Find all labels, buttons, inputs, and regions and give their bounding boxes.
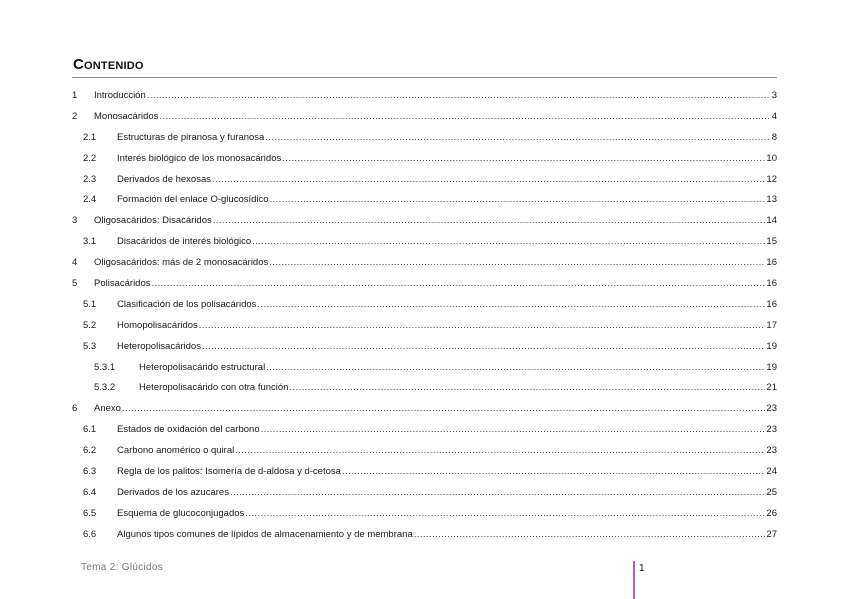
toc-entry-page: 4: [771, 110, 777, 122]
toc-entry-number: 5.2: [83, 319, 97, 331]
toc-dot-leader: [202, 337, 765, 358]
toc-entry-text: Polisacáridos: [94, 278, 151, 290]
toc-entry[interactable]: [72, 232, 777, 253]
toc-entry-text: Formación del enlace O-glucosídico: [117, 194, 269, 206]
toc-entry-number: 6.1: [83, 424, 97, 436]
toc-entry-page: 16: [766, 278, 777, 290]
toc-entry-text: Oligosacáridos: más de 2 monosacáridos: [94, 257, 269, 269]
toc-entry-text: Heteropolisacáridos: [117, 340, 201, 352]
toc-entry-number: 2.4: [83, 194, 97, 206]
toc-entry-number: 2.2: [83, 152, 97, 164]
toc-entry-number: 4: [72, 257, 78, 269]
toc-entry-number: 5.3.2: [94, 382, 116, 394]
toc-dot-leader: [282, 149, 765, 170]
toc-entry-text: Derivados de los azucares: [117, 486, 229, 498]
toc-entry-page: 3: [771, 90, 777, 101]
toc-entry-number: 3: [72, 215, 78, 227]
toc-dot-leader: [289, 378, 765, 399]
toc-entry-page: 26: [766, 507, 777, 519]
toc-entry-number: 6.6: [83, 528, 97, 540]
footer-page-number: 1: [639, 563, 645, 574]
toc-entry-number: 6.4: [83, 486, 97, 498]
toc-entry-number: 5.1: [83, 298, 97, 310]
toc-entry-page: 8: [771, 131, 777, 143]
toc-entry-page: 23: [766, 403, 777, 415]
toc-entry[interactable]: [72, 128, 777, 149]
toc-entry-text: Introducción: [94, 90, 146, 101]
toc-entry[interactable]: [72, 358, 777, 379]
toc-dot-leader: [261, 420, 766, 441]
toc-entry-page: 16: [766, 257, 777, 269]
toc-entry-text: Derivados de hexosas: [117, 173, 211, 185]
toc-entry-page: 15: [766, 236, 777, 248]
toc-entry-number: 5.3.1: [94, 361, 116, 373]
toc-entry[interactable]: [72, 337, 777, 358]
toc-dot-leader: [159, 107, 770, 128]
toc-entry[interactable]: [72, 399, 777, 420]
toc-entry-number: 6.3: [83, 466, 97, 478]
toc-entry-page: 16: [766, 298, 777, 310]
toc-dot-leader: [245, 504, 765, 525]
toc-entry[interactable]: [72, 86, 777, 107]
toc-dot-leader: [212, 170, 765, 191]
toc-entry[interactable]: [72, 525, 777, 546]
toc-entry-number: 6.5: [83, 507, 97, 519]
toc-entry-text: Interés biológico de los monosacáridos: [117, 152, 282, 164]
toc-entry-page: 10: [766, 152, 777, 164]
toc-entry-text: Homopolisacáridos: [117, 319, 198, 331]
toc-dot-leader: [270, 190, 766, 211]
toc-entry[interactable]: [72, 149, 777, 170]
toc-dot-leader: [257, 295, 765, 316]
toc-dot-leader: [252, 232, 765, 253]
toc-entry[interactable]: [72, 316, 777, 337]
toc-entry[interactable]: [72, 295, 777, 316]
toc-entry[interactable]: [72, 441, 777, 462]
toc-list: [72, 86, 777, 546]
toc-entry-text: Carbono anomérico o quiral: [117, 445, 235, 457]
toc-entry-page: 19: [766, 361, 777, 373]
toc-entry-text: Monosacáridos: [94, 110, 159, 122]
toc-entry-page: 17: [766, 319, 777, 331]
title-divider: [72, 77, 777, 78]
toc-entry[interactable]: [72, 420, 777, 441]
toc-entry[interactable]: [72, 462, 777, 483]
toc-entry[interactable]: [72, 483, 777, 504]
toc-dot-leader: [265, 128, 770, 149]
footer-chapter-title: Tema 2: Glúcidos: [81, 562, 164, 573]
toc-entry-page: 23: [766, 445, 777, 457]
toc-dot-leader: [199, 316, 766, 337]
toc-entry-page: 13: [766, 194, 777, 206]
toc-entry-number: 2.3: [83, 173, 97, 185]
toc-entry-page: 25: [766, 486, 777, 498]
toc-dot-leader: [266, 358, 765, 379]
toc-entry[interactable]: [72, 190, 777, 211]
toc-entry-text: Algunos tipos comunes de lípidos de almacenamiento y de membrana: [117, 528, 413, 540]
toc-entry-text: Oligosacáridos: Disacáridos: [94, 215, 212, 227]
toc-entry-text: Heteropolisacárido estructural: [139, 361, 266, 373]
toc-dot-leader: [147, 86, 771, 107]
toc-entry-text: Anexo: [94, 403, 121, 415]
toc-entry-text: Clasificación de los polisacáridos: [117, 298, 257, 310]
toc-dot-leader: [152, 274, 766, 295]
toc-entry-number: 5.3: [83, 340, 97, 352]
toc-entry[interactable]: [72, 504, 777, 525]
toc-entry[interactable]: [72, 170, 777, 191]
toc-entry[interactable]: [72, 378, 777, 399]
toc-entry-number: 3.1: [83, 236, 97, 248]
toc-entry-text: Estados de oxidación del carbono: [117, 424, 260, 436]
toc-entry-number: 5: [72, 278, 78, 290]
toc-entry-text: Regla de los palitos: Isomería de d-aldosa y d-cetosa: [117, 466, 341, 478]
toc-entry[interactable]: [72, 211, 777, 232]
toc-dot-leader: [213, 211, 766, 232]
toc-entry-text: Esquema de glucoconjugados: [117, 507, 245, 519]
toc-dot-leader: [342, 462, 766, 483]
toc-entry-text: Estructuras de piranosa y furanosa: [117, 131, 265, 143]
toc-entry-page: 12: [766, 173, 777, 185]
toc-title: Contenido: [73, 56, 144, 73]
toc-entry-page: 24: [766, 466, 777, 478]
toc-dot-leader: [414, 525, 766, 546]
toc-entry-text: Disacáridos de interés biológico: [117, 236, 252, 248]
toc-entry-text: Heteropolisacárido con otra función: [139, 382, 289, 394]
toc-entry[interactable]: [72, 253, 777, 274]
toc-dot-leader: [122, 399, 765, 420]
toc-entry-page: 23: [766, 424, 777, 436]
toc-entry-number: 2: [72, 110, 78, 122]
toc-entry[interactable]: [72, 274, 777, 295]
toc-entry-page: 21: [766, 382, 777, 394]
toc-entry-number: 1: [72, 90, 78, 101]
toc-entry-page: 19: [766, 340, 777, 352]
toc-entry-number: 6: [72, 403, 78, 415]
toc-dot-leader: [269, 253, 765, 274]
toc-entry-page: 27: [766, 528, 777, 540]
toc-entry[interactable]: [72, 107, 777, 128]
toc-dot-leader: [235, 441, 765, 462]
toc-dot-leader: [230, 483, 765, 504]
toc-entry-page: 14: [766, 215, 777, 227]
toc-entry-number: 2.1: [83, 131, 97, 143]
footer-accent-bar: [633, 561, 635, 599]
toc-entry-number: 6.2: [83, 445, 97, 457]
